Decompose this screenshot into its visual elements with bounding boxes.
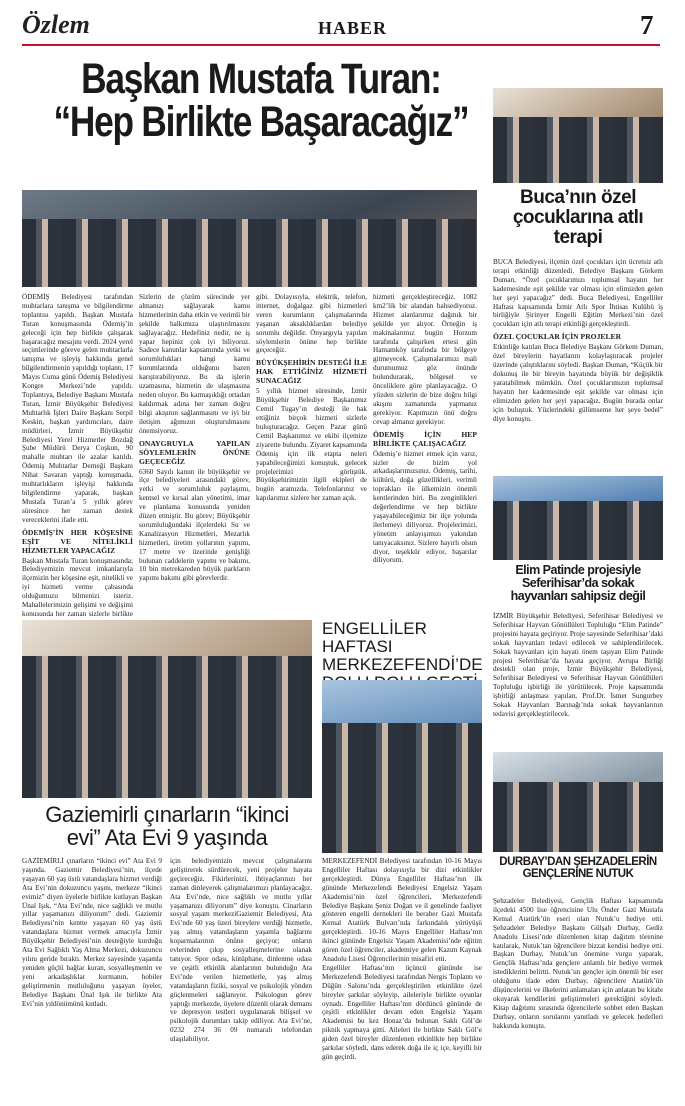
engelliler-body-text: MERKEZEFENDİ Belediyesi tarafından 10-16 Mayıs Engelliler Haftası dolayısıyla bir dizi etkinlikler gerçekleştirdi. Dünya Engelliler Haftası’nın ilk gününde Merkezefendi Belediyesi Engelsiz Yaşam Akademisi’nin özel öğrencileri, Merkezefendi Belediye Başkanı Şeniz Doğan ve il genelinde faaliyet gösteren engelli dernekleri ile beraber Gazi Mustafa Kemal Atatürk Bulvarı’nda farkındalık yürüyüşü gerçekleştirdi. 10-16 Mayıs Engelliler Haftası’nın ikinci gününde Engelsiz Yaşam Akademisi’nde eğitim gören özel öğrenciler, akademiye gelen Kazım Kaynak Anadolu Lisesi Öğrencilerinin misafiri etti. bbox=[322, 857, 482, 963]
photo-people bbox=[22, 219, 477, 287]
main-col3b-text: 5 yıllık hizmet süresinde, İzmir Büyükşehir Belediye Başkanımız Cemil Tugay’ın desteği ile hak ettiğiniz birçok hizmeti sizlerle buluşturacağız. Geçen Pazar günü Cemil Başkanımız ve ekibi ilçemize ziyarette bulundu. Ziyaret kapsamında Ödemiş için ilk etapta neleri yapabileceğimizi konuştuk, gelecek projelerimizi görüştük. Büyükşehirimizin ilgili ekipleri de bugün aramızda. Telefonlarınız ve kapılarımız sizlere her zaman açık. bbox=[256, 387, 367, 503]
gaziemir-title bbox=[22, 803, 312, 849]
elim-photo bbox=[493, 476, 663, 560]
photo-people bbox=[22, 656, 312, 798]
section-label: HABER bbox=[318, 18, 388, 38]
main-story-col-1 bbox=[22, 293, 133, 618]
main-subhead-1: ÖDEMİŞ’İN HER KÖŞESİNE EŞİT VE NİTELİKLİ HİZMETLER YAPACAĞIZ bbox=[22, 527, 133, 555]
main-col4-text: hizmeti gerçekleştireceğiz. 1082 km2’lik bir alandan bahsediyoruz. Hizmet alanlarımız dağınık bir şekilde yer alıyor. Örneğin iş makinalarımız bugün Horzum tarafında çalışırken ertesi gün Hamamköy tarafında bir bölgeye gitmeyecek. Çalışmalarımızı mali durumumuz göz önünde bulundurarak, bölgesel ve önceliklere göre planlayacağız. O yüzden sizlerin de bize doğru bilgi akışını zamanında yapmanız gerekiyor. Kapımızın önü doğru cevap almanız gerekiyor. bbox=[373, 293, 477, 426]
headline-line-2: “Hep Birlikte Başaracağız” bbox=[53, 98, 469, 146]
buca-body-text: BUCA Belediyesi, ilçenin özel çocukları için ücretsiz atlı terapi etkinliği düzenledi. Belediye Başkanı Görkem Duman, “Özel çocuklarımızı toplumsal hayatın her kademesinde eşit şekilde var olması için elimizden gelen her şeyi yapacağız” dedi. Buca Belediyesi, Engelliler Haftası kapsamında İzmir Atlı Spor İhtisas Kulübü iş birliğiyle Şirinyer Engelli Eğitim Merkezi’nin özel çocukları için atlı terapi etkinliği gerçekleştirdi. bbox=[493, 258, 663, 329]
buca-photo bbox=[493, 88, 663, 183]
gaziemir-photo bbox=[22, 620, 312, 798]
main-col3-text: gibi. Dolayısıyla, elektrik, telefon, internet, doğalgaz gibi hizmetleri veren kurumların çalışmalarında yaşanan aksaklıklardan belediye sorumlu değildir. Önyargıyla yapılan söylemlerin önüne hep birlikte geçeceğiz. bbox=[256, 293, 367, 355]
main-col1-text: ÖDEMİŞ Belediyesi tarafından muhtarlara tanışma ve bilgilendirme toplantısı yapıldı. Başkan Mustafa Turan konuşmasında Ödemiş’in geleceği için hep birlikte çalışarak başaracağız mesajını verdi. 2024 yerel seçimlerinde göreve gelen muhtarlarla tanışma ve işleyiş hakkında genel bilgilendirmenin yapıldığı toplantı, 17 Mayıs Cuma günü Ödemiş Belediyesi Kongre Merkezi’nde yapıldı. Toplantıya, Belediye Başkanı Mustafa Turan, İzmir Büyükşehir Belediyesi Muhtarlık İşleri Daire Başkanı Serpil Keskin, başkan yardımcıları, daire müdürleri, İzmir Büyükşehir Belediyesi Yerel Hizmetler Bozdağ Şube Müdürü Derya Coşkun, 90 mahalle muhtarı ile azalar katıldı. Ödemiş Muhtarlar Derneği Başkanı Nihat Savaran yaptığı konuşmada, muhtarlıkların işleyişi hakkında bilgilendirme yaparak, başkan Mustafa Turan’a 5 yıllık görev süresince her zaman destek vereceklerini ifade etti. bbox=[22, 293, 133, 524]
main-subhead-3: BÜYÜKŞEHİRİN DESTEĞİ İLE HAK ETTİĞİNİZ HİZMETİ SUNACAĞIZ bbox=[256, 358, 367, 386]
gaziemir-title-line-2: evi” Ata Evi 9 yaşında bbox=[66, 825, 268, 851]
photo-people bbox=[493, 117, 663, 184]
elim-body bbox=[493, 612, 663, 744]
main-group-photo bbox=[22, 190, 477, 287]
gaziemir-col-1 bbox=[22, 857, 162, 1097]
durbay-title: DURBAY’DAN ŞEHZADELERİN GENÇLERİNE NUTUK bbox=[499, 856, 657, 881]
photo-people bbox=[493, 501, 663, 560]
durbay-body bbox=[493, 897, 663, 1097]
main-subhead-2: ONAYGRUYLA YAPILAN SÖYLEMLERİN ÖNÜNE GEÇECEĞİZ bbox=[139, 438, 250, 466]
main-story-col-2 bbox=[139, 293, 250, 595]
buca-body2-text: Etkinliğe katılan Buca Belediye Başkanı Görkem Duman, özel bireylerin hayatlarını kolaylaştıracak projeler üzerinde çalıştıklarını söyledi. Başkan Duman, “Küçük bir dokunuş ile bir bireyin hayatında büyük bir değişiklik yaratabilmek mümkün. Özel çocuklarımızın toplumsal hayatın her kademesinde eşit şekilde var olması için elimizden gelen her şeyi yapacağız. Bugün burada onlar için buluştuk. Yüzlerindeki gülümseme her şeye bedel” diye konuştu. bbox=[493, 343, 663, 423]
durbay-body-text: Şehzadeler Belediyesi, Gençlik Haftası kapsamında ilçedeki 4500 lise öğrencisine Ulu Önder Gazi Mustafa Kemal Atatürk’ün eseri olan Nutuk’u hediye etti. Şehzadeler Belediye Başkanı Gülşah Durbay, Gediz Anadolu Lisesi’nde düzenlenen kitap dağıtım törenine katılarak, Nutuk’tan öğrencilere bizzat kendisi hediye etti. Başkan Durbay, Nutuk’un önemine vurgu yaparak, Gençlik Haftası’nda gençlere anlamlı bir hediye vermek istediklerini belirtti. Nutuk’un gençler için önemli bir eser olduğunu ifade eden Durbay, öğrencilere Atatürk’ün düşüncelerini ve ilkelerini anlamaları için anlatan bu kitabı okuyarak kendilerini geliştirmeleri gerektiğini söyledi. Kitap dağıtımı sırasında öğrencilerle sohbet eden Başkan Durbay, onların sorularını yanıtladı ve gelecek hedefleri hakkında konuştu. bbox=[493, 897, 663, 1030]
engelliler-title: ENGELLİLER HAFTASI MERKEZEFENDİ’DE bbox=[322, 619, 483, 674]
headline-line-1: Başkan Mustafa Turan: bbox=[81, 55, 441, 103]
page-number: 7 bbox=[640, 10, 654, 40]
main-col2b-text: 6360 Sayılı kanun ile büyükşehir ve ilçe belediyeleri arasındaki görev, yetki ve sorumluluk paylaşımı, kentsel ve kırsal alan yönetimi, imar ve planlama konusunda yeniden düzen etmiştir. Bu görev; Büyükşehir sorumluluğundaki ilçelerdeki Su ve Kanalizasyon Hizmetleri, Mezarlık hizmetleri, üretim yollarının yapımı, 17 metre ve üzerinde genişliği bulunan caddelerin yapımı ve bakımı, 10 bin metrekareden büyük parkların yapımı bakımı gibi görevlerdir. bbox=[139, 467, 250, 583]
main-subhead-4: ÖDEMİŞ İÇİN HEP BİRLİKTE ÇALIŞACAĞIZ bbox=[373, 429, 477, 448]
engelliler-body2-text: Engelliler Haftası’nın üçüncü gününde ise Merkezefendi Belediyesi tarafından Nergis Toplantı ve Düğün Salonu’nda gerçekleştirilen etkinlikte özel bireyler şarkılar söyleyip, aileleriyle birlikte oyunlar oynadı. Engelliler Haftası’nın dördüncü gününde de çeşitli etkinlikler devam eden Engelsiz Yaşam Akademisi bu kez Honaz’da bulunan Saklı Göl’de piknik yapmaya gitti. Aileleri ile birlikte Saklı Göl’e giden özel bireyler düzenlenen etkinlikte hep birlikte şarkılar söyledi, dans ederek doğa ile iç içe, keyifli bir gün geçirdi. bbox=[322, 963, 482, 1061]
buca-body bbox=[493, 258, 663, 468]
main-story-col-3 bbox=[256, 293, 367, 595]
main-col1b-text: Başkan Mustafa Turan konuşmasında; Belediyemizin mevcut imkanlarıyla ilçemizin her köşesine eşit, nitelikli ve iyi hizmeti verme çabasında olduğumuzu bilmenizi isteriz. Mahallelerimizin gelişimi ve değişimi konusunda her zaman sizlerle birlikte bbox=[22, 556, 133, 618]
brand-logo: Özlem bbox=[22, 10, 90, 39]
engelliler-photo bbox=[322, 680, 482, 853]
photo-people bbox=[322, 723, 482, 853]
elim-body-text: İZMİR Büyükşehir Belediyesi, Seferihisar Belediyesi ve Seferihisar Hayvan Gönüllüleri Topluluğu “Elim Patinde” projesini hayata geçiriyor. Proje sayesinde Seferihisar’daki sokak hayvanları tedavi edilecek ve sahiplendirilecek. Sokak hayvanları için hayati önem taşıyan Elim Patinde projesi Seferihisar’da hayata geçiyor. Avrupa Birliği destekli olan proje, İzmir Büyükşehir Belediyesi, Seferihisar Belediyesi ve Seferihisar Hayvan Gönüllüleri Topluluğu işbirliği ile yürütülecek. Proje kapsamında işbirliği anlaşması yapılan, Prof.Dr. İsmet Sungurbey Sokak Hayvanları Barınağı’nda sokak hayvanlarının tedavisi gerçekleştirilecek. bbox=[493, 612, 663, 718]
main-story-col-4 bbox=[373, 293, 477, 595]
main-col4b-text: Ödemiş’e hizmet etmek için varız, sizler de bizim yol arkadaşlarımızsınız. Ödemiş, tarihi, kültürü, doğa güzellikleri, verimli toprakları ile ülkemizin önemli kentlerinden biri. Bu zenginlikleri değerlendirme ve hep birlikte yaşayabileceğimiz bir ilçe yolunda ilerlemeyi diliyoruz. Projelerimizi, yönetim anlayışımızı yakından tanıyacaksınız. Sizlere hayırlı olsun diyor, teşekkür ediyor, başarılar diliyorum. bbox=[373, 449, 477, 565]
photo-people bbox=[493, 782, 663, 852]
gaziemir-title-line-1: Gaziemirli çınarların “ikinci bbox=[45, 802, 289, 827]
main-headline bbox=[26, 55, 496, 146]
gaziemir-col2-text: için belediyemizin mevcut çalışmalarını geliştirerek sürdürecek, yeni projeler hayata geçireceğiz. Fikirlerinizi, ihtiyaçlarınızı her zaman dinleyerek çalışmalarımızı planlayacağız. Ata Evi’nde, nice sağlıklı ve mutlu yıllar yaşamanızı diliyorum” diye konuştu. Cinarların sosyal yaşam merkeziGaziemir Belediyesi, Ata Evi’nde 60 yaş üzeri bireylere verdiği hizmetle, yaş almış vatandaşların yaşamla bağlarını koparmalarının önüne geçiyor; onların evlerinden çıkıp sosyalleşmelerine olanak tanıyor. Spor odası, kütüphane, dinlenme odası ve çeşitli etkinlik alanlarının bulunduğu Ata Evi’nde verilen hizmetlerle, yaş almış vatandaşların fiziki, sosyal ve psikolojik yönden güçlenmeleri sağlanıyor. Psikologun görev yaptığı merkezde, üyelere düzenli olarak demans ve depresyon testleri uygulanarak bilişsel ve psikolojik durumları takip ediliyor. Ata Evi’ne, 0232 274 36 09 numaralı telefondan ulaşılabiliyor. bbox=[170, 857, 312, 1044]
gaziemir-col-2 bbox=[170, 857, 312, 1097]
engelliler-body bbox=[322, 857, 482, 1097]
main-col2-text: Sizlerin de çözüm sürecinde yer almanızı sağlayarak kamu hizmetlerinin daha etkin ve verimli bir şekilde halkımıza ulaştırılmasını sağlayacağız. Hedefiniz nedir, ne iş yapar hepiniz çok iyi biliyoruz. Sadece kanunlar kapsamında yetki ve sorumlulukları hangi kamu kurumlarında olduğunu bazen karıştırabiliyoruz. Bu da işlerin uzamasına, hizmetin de ulaşmasına neden oluyor. Bu karmaşıklığı ortadan kaldırmak adına her zaman doğru bilgi akışının sağlanmasını ve iyi bir iletişim ağımızın oluşturulmasını önemsiyoruz. bbox=[139, 293, 250, 435]
buca-subhead: ÖZEL ÇOCUKLAR İÇİN PROJELER bbox=[493, 332, 622, 342]
gaziemir-col1-text: GAZİEMİRLİ çınarların “ikinci evi” Ata Evi 9 yaşında. Gaziemir Belediyesi’nin, ilçede yaşayan 60 yaş üstü vatandaşlara hizmet verdiği Ata Evi’nin dokuzuncu yaşını, merkeze “ikinci evimiz” diyen üyelerle birlikte kutlayan Başkan Ünal Işık, “Ata Evi’nde, nice sağlıklı ve mutlu yıllar yaşamanızı diliyorum” dedi. Gaziemir Belediyesi’nin kentte yaşayan 60 yaş üstü vatandaşlara hizmet vermek amacıyla İzmir Büyükşehir Belediyesi’nin desteğiyle kurduğu Ata Evi Sağlıklı Yaş Alma Merkezi, dokuzuncu yılını geride bıraktı. Merkez sayesinde yaşamla yeniden güçlü bağlar kuran, sosyalleşmenin ve yeni arkadaşlıklar kurmanın, hobiler geliştirmenin mutluluğunu yaşayan üyeler, Belediye Başkanı Ünal Işık ile birlikte Ata Evi’nin yıldönümünü kutladı. bbox=[22, 857, 162, 1008]
header-rule bbox=[22, 44, 660, 46]
durbay-photo bbox=[493, 752, 663, 852]
buca-title: Buca’nın özel çocuklarına atlı terapi bbox=[512, 187, 644, 248]
elim-title: Elim Patinde projesiyle Seferihisar’da sokak hayvanları sahipsiz değil bbox=[510, 563, 646, 604]
